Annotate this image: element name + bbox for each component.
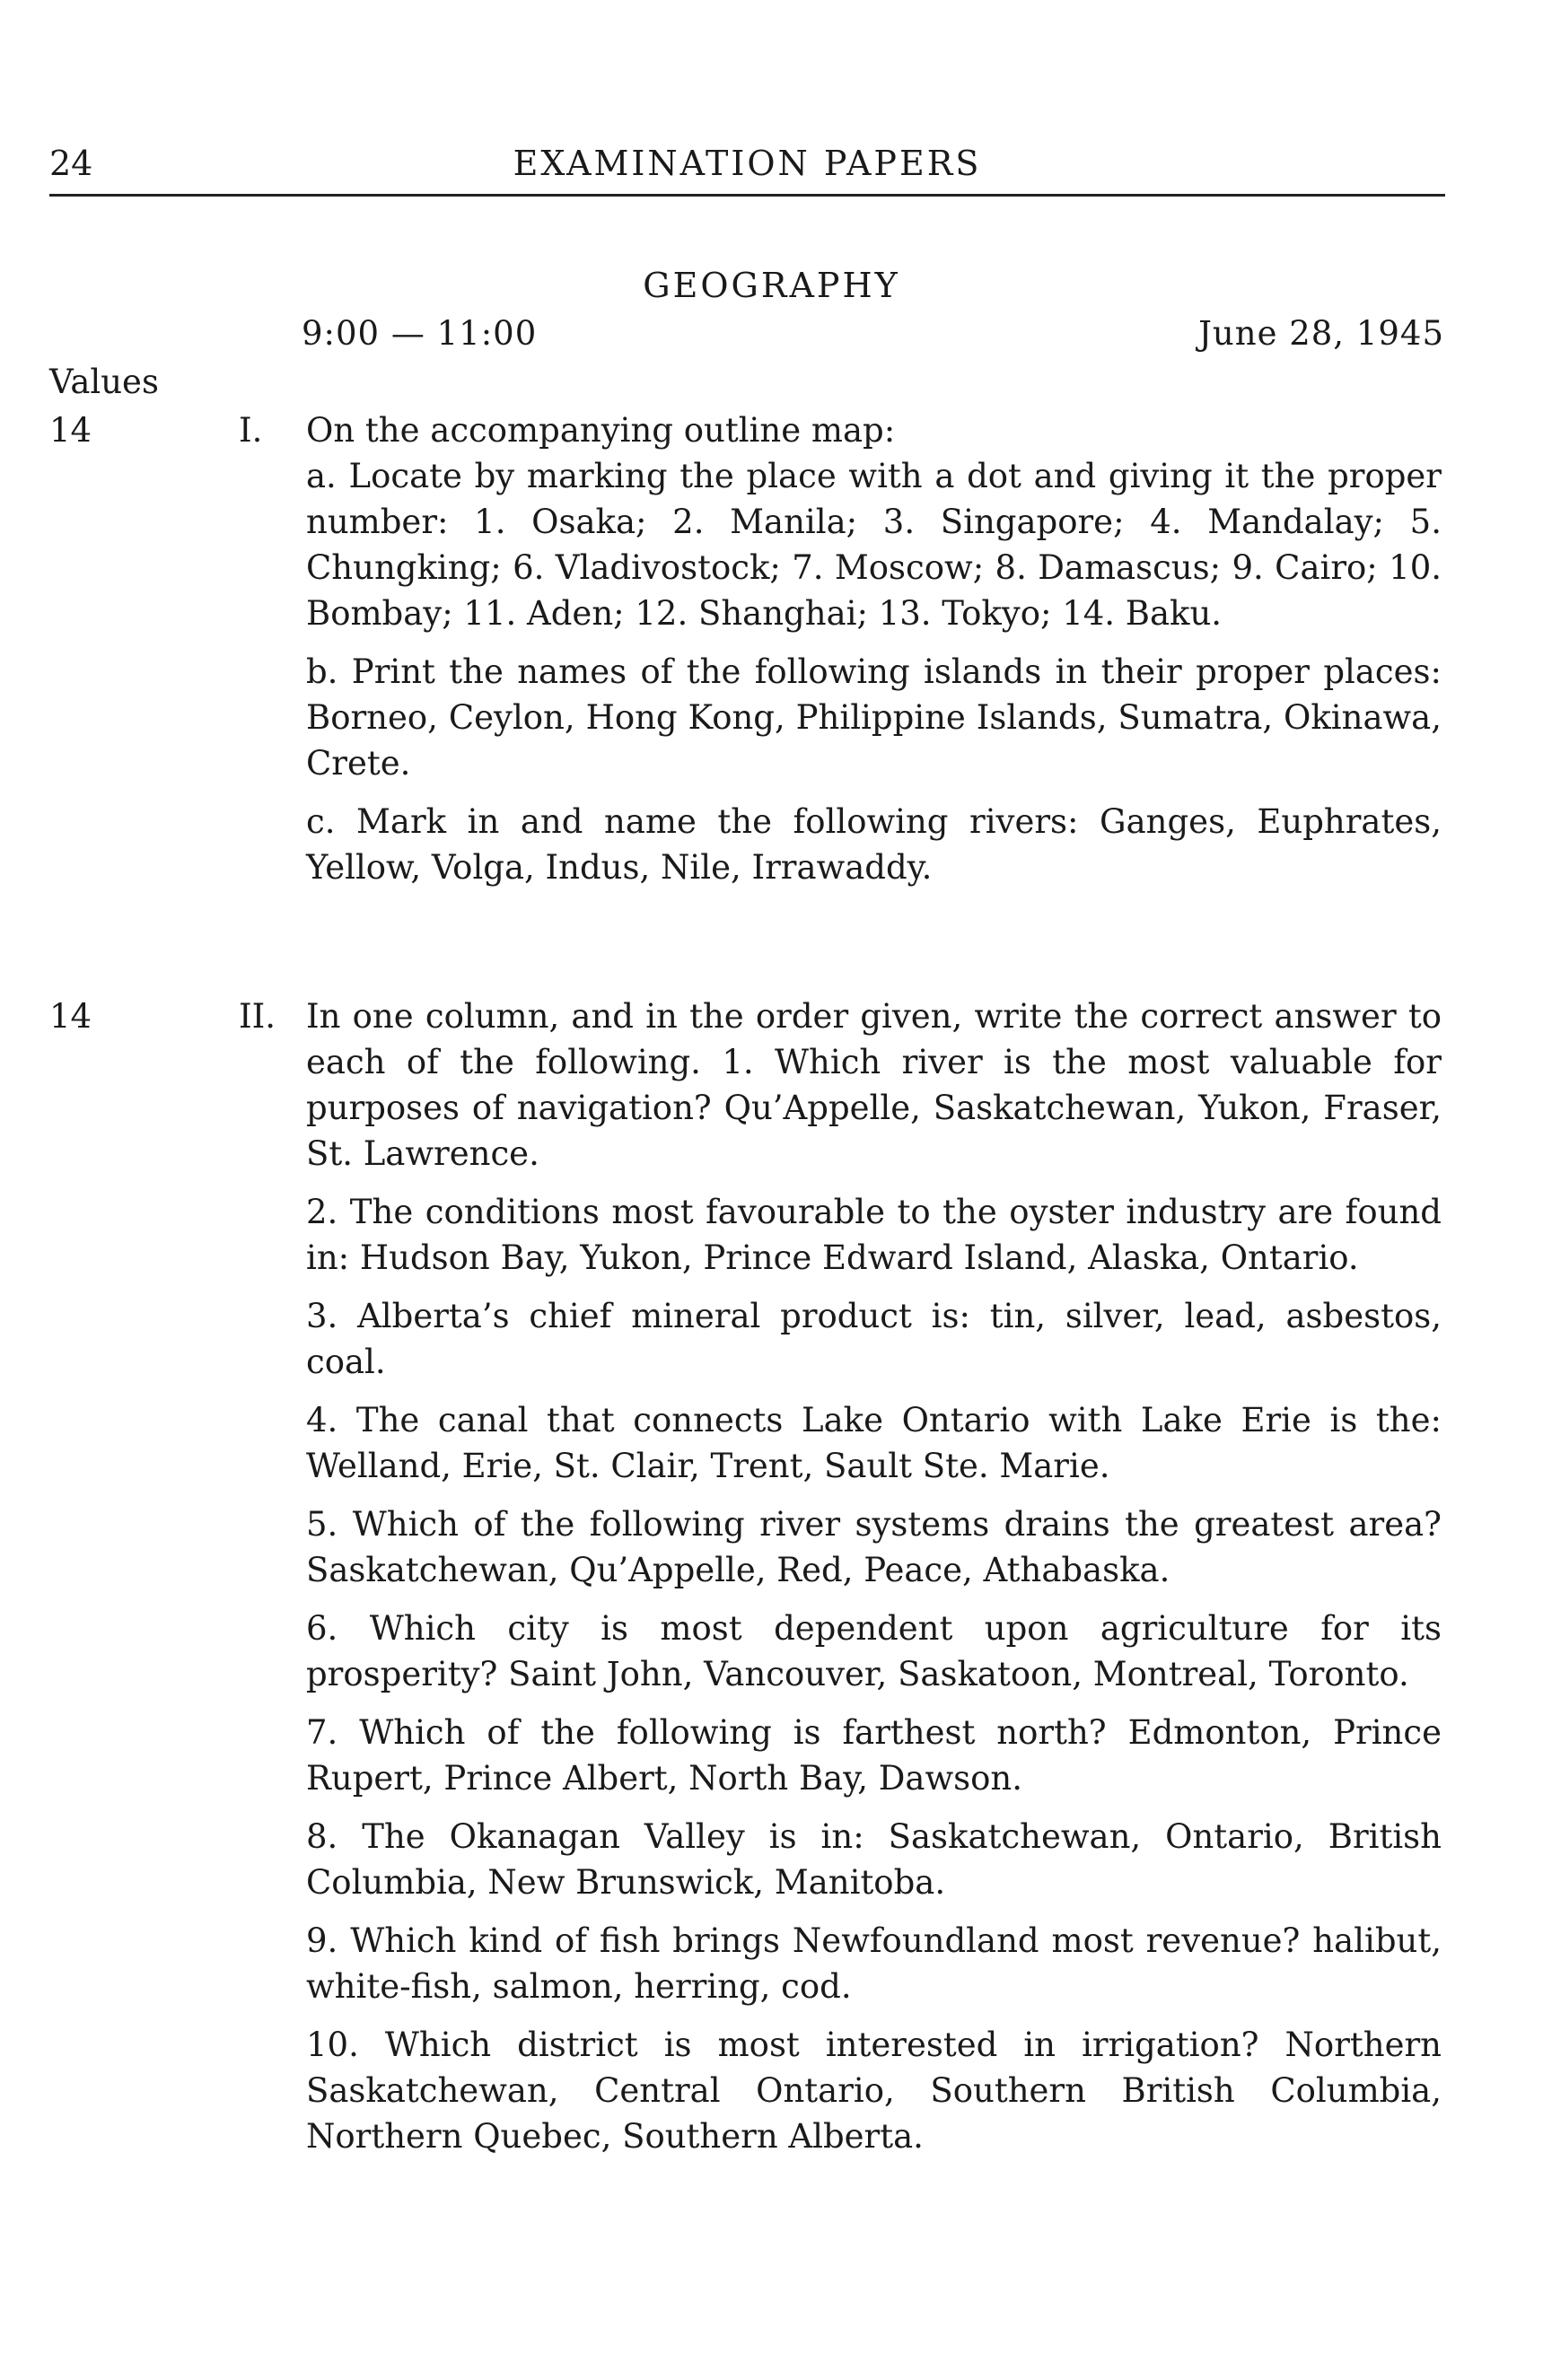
question-1-part-c: c. Mark in and name the following rivers: Ganges, Euphrates, Yellow, Volga, Indus, Nile, Irrawaddy.	[306, 802, 1442, 887]
question-1-body	[306, 407, 1442, 890]
running-head	[49, 144, 1445, 197]
question-2-body	[306, 993, 1442, 2159]
question-1-part-a: a. Locate by marking the place with a dot and giving it the proper number: 1. Osaka; 2. Manila; 3. Singapore; 4. Mandalay; 5. Chungking; 6. Vladivostock; 7. Moscow; 8. Damascus; 9. Cairo; 10. Bombay; 11. Aden; 12. Shanghai; 13. Tokyo; 14. Baku.	[306, 457, 1442, 633]
question-2-item-8: 8. The Okanagan Valley is in: Saskatchewan, Ontario, British Columbia, New Brunswick, Manitoba.	[306, 1817, 1442, 1902]
exam-time: 9:00 — 11:00	[302, 314, 538, 353]
question-2-item-10: 10. Which district is most interested in irrigation? Northern Saskatchewan, Central Ontario, Southern British Columbia, Northern Quebec, Southern Alberta.	[306, 2026, 1442, 2156]
question-2-item-4: 4. The canal that connects Lake Ontario with Lake Erie is the: Welland, Erie, St. Clair, Trent, Sault Ste. Marie.	[306, 1401, 1442, 1485]
question-2-item-3: 3. Alberta’s chief mineral product is: tin, silver, lead, asbestos, coal.	[306, 1297, 1442, 1381]
question-2-item-7: 7. Which of the following is farthest north? Edmonton, Prince Rupert, Prince Albert, North Bay, Dawson.	[306, 1713, 1442, 1798]
question-2-intro: In one column, and in the order given, write the correct answer to each of the following. 1. Which river is the most valuable for purposes of navigation? Qu’Appelle, Saskatchewan, Yukon, Fraser, St. Lawrence.	[306, 997, 1442, 1173]
values-column-label: Values	[49, 363, 159, 401]
question-1-intro: On the accompanying outline map:	[306, 411, 896, 450]
question-2-number: II.	[239, 997, 276, 1036]
page-number: 24	[49, 144, 93, 183]
question-1-value: 14	[49, 411, 92, 450]
running-title: EXAMINATION PAPERS	[513, 144, 982, 183]
question-2-item-2: 2. The conditions most favourable to the oyster industry are found in: Hudson Bay, Yukon, Prince Edward Island, Alaska, Ontario.	[306, 1193, 1442, 1277]
question-1-part-b: b. Print the names of the following islands in their proper places: Borneo, Ceylon, Hong Kong, Philippine Islands, Sumatra, Okinawa, Crete.	[306, 652, 1442, 783]
question-1-number: I.	[239, 411, 263, 450]
question-2-item-6: 6. Which city is most dependent upon agriculture for its prosperity? Saint John, Vancouver, Saskatoon, Montreal, Toronto.	[306, 1609, 1442, 1693]
subject-title: GEOGRAPHY	[643, 266, 900, 305]
question-2-item-5: 5. Which of the following river systems drains the greatest area? Saskatchewan, Qu’Appelle, Red, Peace, Athabaska.	[306, 1505, 1442, 1589]
question-2-item-9: 9. Which kind of fish brings Newfoundland most revenue? halibut, white-fish, salmon, herring, cod.	[306, 1921, 1442, 2006]
question-2-value: 14	[49, 997, 92, 1036]
exam-date: June 28, 1945	[1198, 314, 1444, 353]
